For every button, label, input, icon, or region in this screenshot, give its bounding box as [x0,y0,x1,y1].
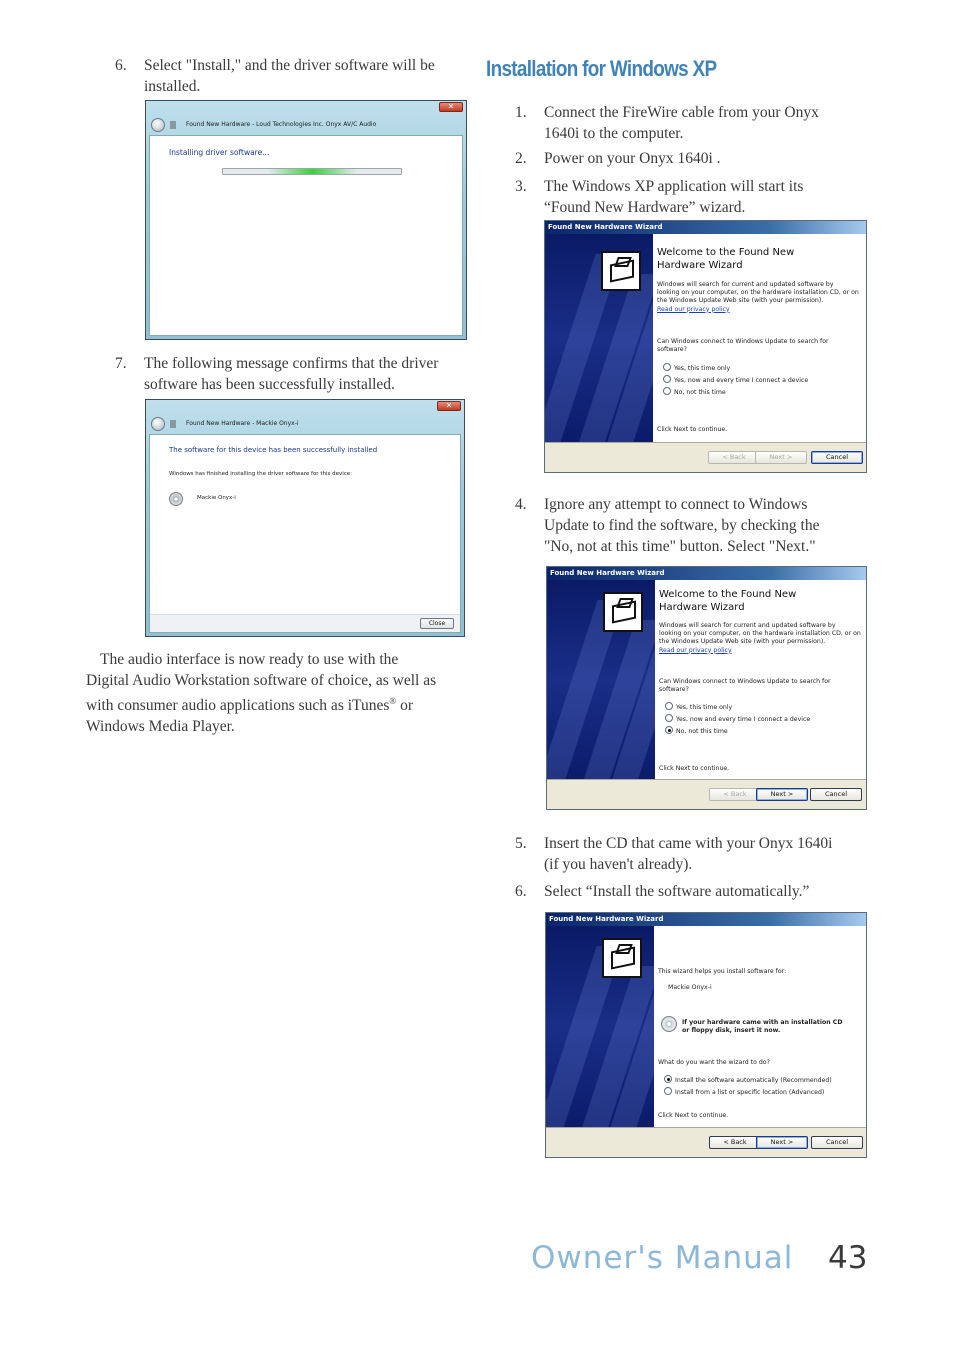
step-text: The Windows XP application will start its [544,178,804,195]
dialog-title: Found New Hardware Wizard [548,223,663,231]
wizard-side-banner [547,580,655,780]
radio-yes-always[interactable]: Yes, now and every time I connect a device [663,375,808,384]
step-number: 7. [115,355,127,372]
dialog-titlebar [146,400,464,434]
xp-wizard-no-update-screenshot [546,566,867,810]
step-number: 4. [515,496,527,513]
wizard-footer [545,442,866,472]
close-button[interactable]: Close [420,618,454,629]
step-text: Power on your Onyx 1640i . [544,150,721,167]
dialog-titlebar [547,567,866,580]
step-number: 6. [515,883,527,900]
wizard-heading: Welcome to the Found New Hardware Wizard [659,589,797,613]
close-icon[interactable]: ✕ [439,102,463,112]
step-text: Connect the FireWire cable from your Onyx [544,104,819,121]
cancel-button[interactable]: Cancel [811,451,863,464]
wizard-heading: Welcome to the Found New Hardware Wizard [657,247,795,271]
click-next-text: Click Next to continue. [657,426,728,433]
wizard-footer [547,779,866,809]
hardware-wizard-icon [601,251,641,291]
paragraph-line: Windows Media Player. [86,717,235,735]
step-text: (if you haven't already). [544,856,693,873]
radio-install-auto-selected[interactable]: Install the software automatically (Recommended) [664,1075,832,1084]
next-button[interactable]: Next > [756,1136,808,1149]
step-text: software has been successfully installed. [144,376,395,393]
wizard-content [655,580,866,780]
installing-dialog-screenshot [145,100,467,340]
dialog-footer [150,614,460,632]
radio-yes-once[interactable]: Yes, this time only [663,363,730,372]
next-button[interactable]: Next > [755,451,807,464]
page-number: 43 [828,1240,868,1276]
step-text: "No, not at this time" button. Select "Next." [544,538,816,555]
paragraph-line: The audio interface is now ready to use with the [100,651,399,668]
step-text: installed. [144,78,201,95]
xp-wizard-welcome-screenshot [544,220,867,473]
wizard-side-banner [545,234,653,442]
cd-instruction: If your hardware came with an installation CD or floppy disk, insert it now. [682,1019,843,1035]
radio-yes-always[interactable]: Yes, now and every time I connect a device [665,714,810,723]
dialog-title: Found New Hardware Wizard [549,915,664,923]
wizard-description: Windows will search for current and updated software by looking on your computer, on the hardware installation CD, or on the Windows Update Web site (with your permission). Read our privacy policy [659,622,861,654]
privacy-policy-link[interactable]: Read our privacy policy [659,646,732,654]
dialog-title: Found New Hardware Wizard [550,569,665,577]
wizard-question: Can Windows connect to Windows Update to search for software? [657,338,829,354]
hardware-wizard-icon [602,938,642,978]
back-button[interactable]: < Back [708,451,760,464]
xp-wizard-install-screenshot [545,912,867,1158]
step-text: Ignore any attempt to connect to Windows [544,496,808,513]
progress-bar [222,168,402,175]
hardware-wizard-icon [603,592,643,632]
radio-install-from-list[interactable]: Install from a list or specific location (Advanced) [664,1087,824,1096]
step-text: 1640i to the computer. [544,125,684,142]
dialog-titlebar [545,221,866,234]
back-button[interactable]: < Back [709,788,761,801]
step-text: Select “Install the software automatically.” [544,883,810,900]
step-text: Update to find the software, by checking the [544,517,820,534]
wizard-question: What do you want the wizard to do? [658,1059,770,1066]
step-text: Select "Install," and the driver software will be [144,57,435,74]
ready-paragraph [86,650,466,738]
back-button[interactable]: < Back [709,1136,761,1149]
back-arrow-icon[interactable] [151,417,165,431]
step-number: 1. [515,104,527,121]
click-next-text: Click Next to continue. [658,1112,729,1119]
step-number: 3. [515,178,527,195]
dialog-body [149,135,463,336]
success-detail: Windows has finished installing the driver software for this device: [169,471,353,477]
device-name: Mackie Onyx-i [197,495,236,501]
hardware-icon [170,420,176,428]
wizard-description: Windows will search for current and updated software by looking on your computer, on the hardware installation CD, or on the Windows Update Web site (with your permission). Read our privacy policy [657,281,859,313]
privacy-policy-link[interactable]: Read our privacy policy [657,305,730,313]
registered-mark: ® [389,696,397,707]
radio-no-selected[interactable]: No, not this time [665,726,728,735]
dialog-title: Found New Hardware - Mackie Onyx-i [186,420,299,427]
cancel-button[interactable]: Cancel [811,1136,863,1149]
paragraph-line: with consumer audio applications such as iTunes® or [86,696,414,715]
next-button[interactable]: Next > [756,788,808,801]
click-next-text: Click Next to continue. [659,765,730,772]
footer-manual-title: Owner's Manual [531,1240,794,1276]
wizard-footer [546,1127,866,1157]
step-number: 2. [515,150,527,167]
step-number: 6. [115,57,127,74]
cancel-button[interactable]: Cancel [810,788,862,801]
dialog-titlebar [546,913,866,926]
radio-yes-once[interactable]: Yes, this time only [665,702,732,711]
step-number: 5. [515,835,527,852]
cd-icon [661,1016,677,1037]
success-dialog-screenshot [145,399,465,637]
step-text: The following message confirms that the driver [144,355,439,372]
paragraph-line: Digital Audio Workstation software of choice, as well as [86,671,437,689]
success-heading: The software for this device has been successfully installed [169,446,378,454]
wizard-intro: This wizard helps you install software for: [658,968,787,975]
dialog-title: Found New Hardware - Loud Technologies Inc. Onyx AV/C Audio [186,121,377,128]
step-text: Insert the CD that came with your Onyx 1640i [544,835,833,852]
close-icon[interactable]: ✕ [437,401,461,411]
wizard-side-banner [546,926,654,1128]
radio-no[interactable]: No, not this time [663,387,726,396]
hardware-icon [170,121,176,129]
device-name: Mackie Onyx-i [668,984,712,991]
wizard-content [653,234,866,442]
wizard-content [654,926,866,1128]
dialog-titlebar [146,101,466,135]
installing-message: Installing driver software... [169,148,270,157]
device-icon [169,492,183,506]
wizard-question: Can Windows connect to Windows Update to search for software? [659,678,831,694]
section-heading: Installation for Windows XP [486,56,717,81]
back-arrow-icon[interactable] [151,118,165,132]
step-text: “Found New Hardware” wizard. [544,199,746,216]
dialog-body [149,434,461,633]
progress-fill [268,169,357,174]
